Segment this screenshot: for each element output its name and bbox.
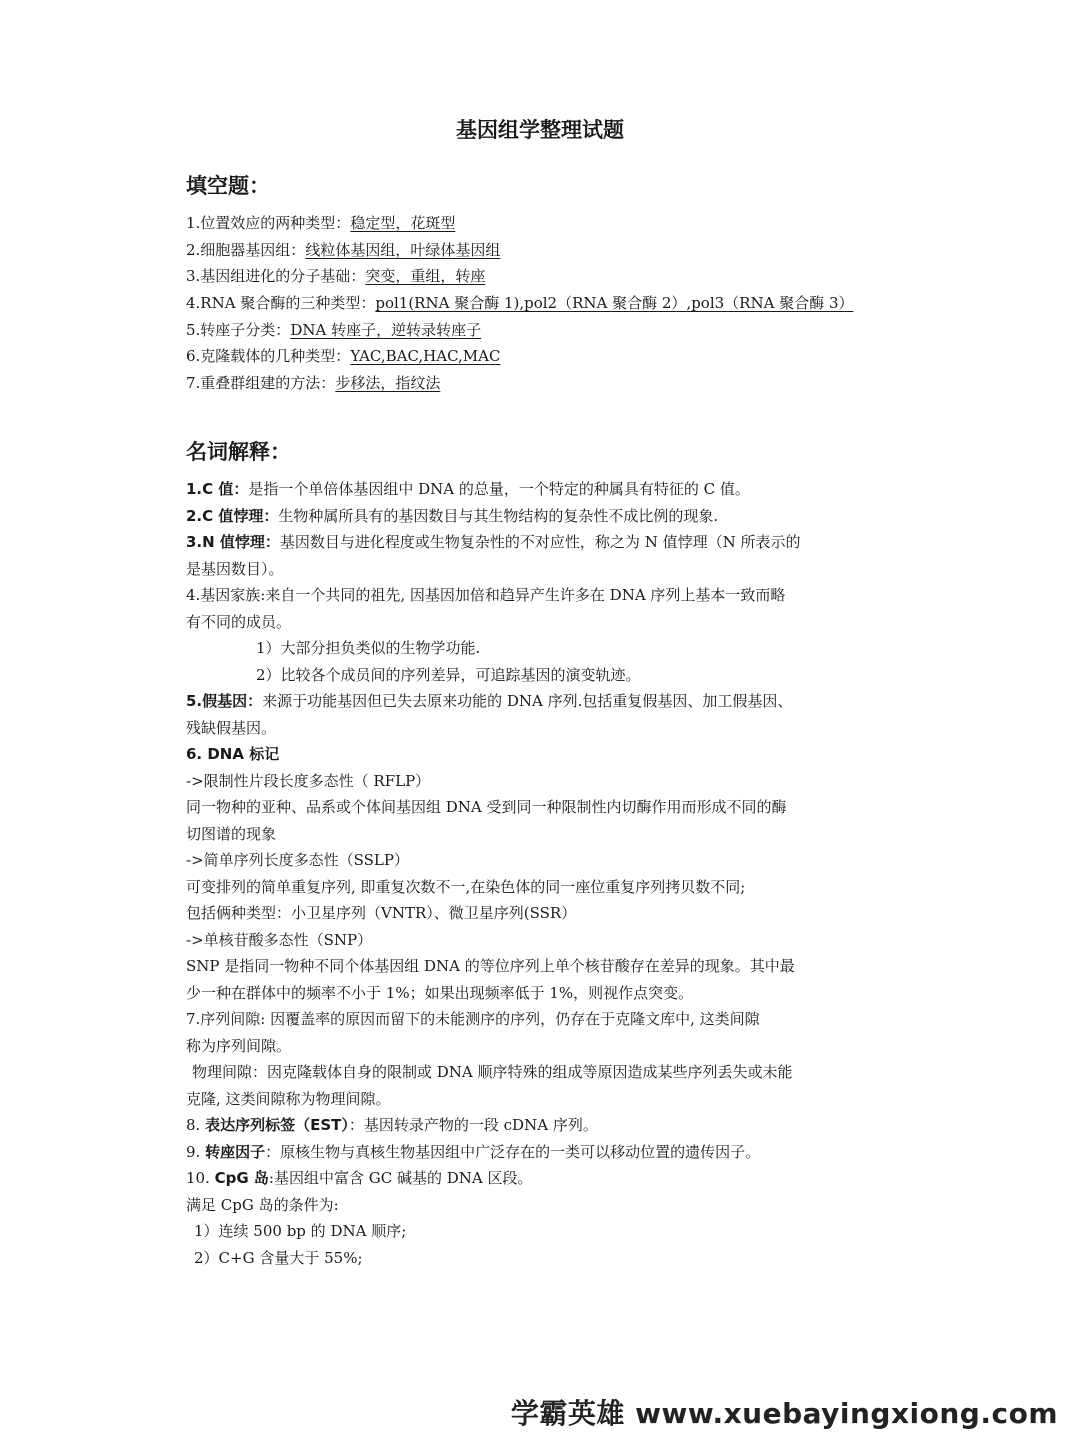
term: 转座因子 (205, 1142, 266, 1161)
page-title: 基因组学整理试题 (456, 118, 624, 142)
fill-answer: pol1(RNA 聚合酶 1),pol2（RNA 聚合酶 2）,pol3（RNA 聚合酶 3） (375, 294, 854, 313)
site-watermark: 学霸英雄 www.xuebayingxiong.com (510, 1397, 1058, 1430)
fill-item: 1.位置效应的两种类型：稳定型，花斑型 (186, 214, 456, 232)
rflp-title: ->限制性片段长度多态性（ RFLP） (186, 771, 431, 790)
def-transposable-element: 9. 转座因子：原核生物与真核生物基因组中广泛存在的一类可以移动位置的遗传因子。 (186, 1142, 761, 1161)
sslp-text: 可变排列的简单重复序列, 即重复次数不一,在染色体的同一座位重复序列拷贝数不同; (186, 877, 746, 896)
fill-answer: YAC,BAC,HAC,MAC (350, 347, 501, 366)
fill-answer: 步移法，指纹法 (335, 374, 441, 393)
snp-text: SNP 是指同一物种不同个体基因组 DNA 的等位序列上单个核苷酸存在差异的现象。其中最 (186, 957, 795, 975)
fill-item: 7.重叠群组建的方法：步移法，指纹法 (186, 374, 441, 393)
fill-answer: 线粒体基因组，叶绿体基因组 (305, 240, 501, 259)
definitions-heading: 名词解释： (186, 440, 291, 464)
fill-item: 2.细胞器基因组：线粒体基因组，叶绿体基因组 (186, 240, 501, 259)
cpg-condition-1: 1）连续 500 bp 的 DNA 顺序; (194, 1222, 407, 1240)
fill-item: 3.基因组进化的分子基础：突变，重组，转座 (186, 267, 486, 286)
term: 3.N 值悖理： (186, 533, 280, 551)
gene-family-point-2: 2）比较各个成员间的序列差异，可追踪基因的演变轨迹。 (256, 665, 641, 684)
term: CpG 岛 (214, 1169, 269, 1187)
fill-answer: 稳定型，花斑型 (350, 214, 456, 232)
def-cpg-island: 10. CpG 岛:基因组中富含 GC 碱基的 DNA 区段。 (186, 1169, 533, 1187)
snp-text-cont: 少一种在群体中的频率不小于 1%；如果出现频率低于 1%，则视作点突变。 (186, 983, 694, 1002)
def-physical-gap-cont: 克隆, 这类间隙称为物理间隙。 (186, 1089, 391, 1108)
sslp-title: ->简单序列长度多态性（SSLP） (186, 851, 409, 869)
cpg-conditions-intro: 满足 CpG 岛的条件为: (186, 1195, 339, 1214)
def-gene-family: 4.基因家族:来自一个共同的祖先, 因基因加倍和趋异产生许多在 DNA 序列上基本一致而略 (186, 586, 786, 604)
def-sequence-gap: 7.序列间隙: 因覆盖率的原因而留下的未能测序的序列，仍存在于克隆文库中, 这类间隙 (186, 1010, 760, 1028)
def-n-paradox: 3.N 值悖理：基因数目与进化程度或生物复杂性的不对应性，称之为 N 值悖理（N 所表示的 (186, 533, 801, 551)
def-gene-family-cont: 有不同的成员。 (186, 612, 292, 631)
rflp-text-cont: 切图谱的现象 (186, 824, 277, 843)
fill-item: 5.转座子分类：DNA 转座子，逆转录转座子 (186, 320, 482, 339)
def-c-value: 1.C 值：是指一个单倍体基因组中 DNA 的总量，一个特定的种属具有特征的 C 值。 (186, 480, 750, 498)
fill-answer: DNA 转座子，逆转录转座子 (290, 320, 482, 339)
def-pseudogene-cont: 残缺假基因。 (186, 718, 277, 737)
snp-title: ->单核苷酸多态性（SNP） (186, 930, 373, 949)
def-n-paradox-cont: 是基因数目）。 (186, 559, 284, 578)
def-physical-gap: 物理间隙：因克隆载体自身的限制或 DNA 顺序特殊的组成等原因造成某些序列丢失或未能 (192, 1063, 793, 1081)
fill-item: 6.克隆载体的几种类型：YAC,BAC,HAC,MAC (186, 347, 501, 366)
def-c-paradox: 2.C 值悖理：生物种属所具有的基因数目与其生物结构的复杂性不成比例的现象. (186, 506, 719, 525)
term: 2.C 值悖理： (186, 506, 279, 525)
def-dna-marker-heading: 6. DNA 标记 (186, 745, 280, 763)
fill-item: 4.RNA 聚合酶的三种类型：pol1(RNA 聚合酶 1),pol2（RNA 聚合酶 2）,pol3（RNA 聚合酶 3） (186, 294, 854, 313)
term: 5.假基因： (186, 692, 263, 710)
def-sequence-gap-cont: 称为序列间隙。 (186, 1036, 292, 1055)
rflp-text: 同一物种的亚种、品系或个体间基因组 DNA 受到同一种限制性内切酶作用而形成不同的酶 (186, 798, 787, 816)
term: 1.C 值： (186, 480, 249, 498)
def-est: 8. 表达序列标签（EST）：基因转录产物的一段 cDNA 序列。 (186, 1116, 598, 1134)
cpg-condition-2: 2）C+G 含量大于 55%; (194, 1248, 363, 1267)
fill-in-list (186, 210, 926, 397)
definitions-body (186, 476, 906, 1271)
sslp-text-cont: 包括俩种类型：小卫星序列（VNTR）、微卫星序列(SSR） (186, 904, 577, 922)
term: 表达序列标签（EST） (205, 1116, 349, 1134)
gene-family-point-1: 1）大部分担负类似的生物学功能. (256, 639, 481, 657)
fill-answer: 突变，重组，转座 (365, 267, 486, 286)
def-pseudogene: 5.假基因：来源于功能基因但已失去原来功能的 DNA 序列.包括重复假基因、加工假基因、 (186, 692, 793, 710)
fill-in-heading: 填空题： (186, 174, 270, 198)
